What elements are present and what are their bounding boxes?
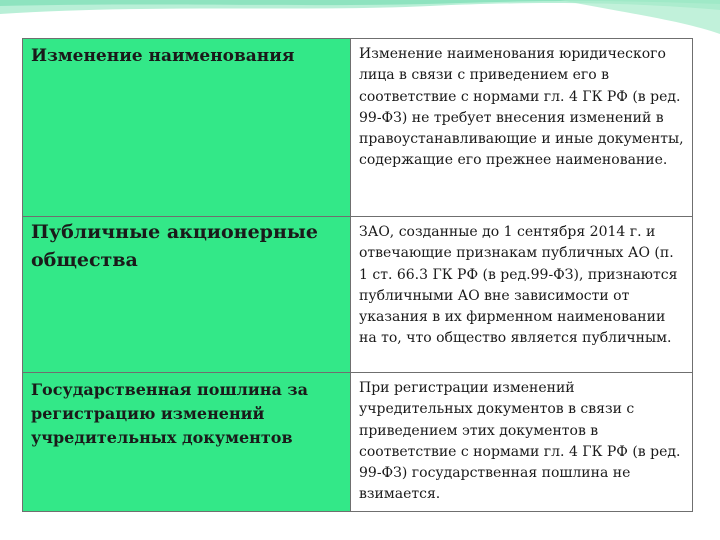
table-row — [23, 373, 693, 512]
comparison-table — [22, 38, 693, 512]
row-text: Изменение наименования юридического лица в связи с приведением его в соответствие с нормами гл. 4 ГК РФ (в ред. 99-ФЗ) не требует внесения изменений в правоустанавливающие и иные документы, содержащие его прежнее наименование. — [351, 39, 693, 217]
row-label: Государственная пошлина за регистрацию изменений учредительных документов — [23, 373, 351, 512]
corner-wave-decoration — [0, 0, 720, 40]
row-text: При регистрации изменений учредительных документов в связи с приведением этих документов в соответствие с нормами гл. 4 ГК РФ (в ред. 99-ФЗ) государственная пошлина не взимается. — [351, 373, 693, 512]
row-text: ЗАО, созданные до 1 сентября 2014 г. и отвечающие признакам публичных АО (п. 1 ст. 66.3 ГК РФ (в ред.99-ФЗ), признаются публичными АО вне зависимости от указания в их фирменном наименовании на то, что общество является публичным. — [351, 217, 693, 373]
table-row — [23, 217, 693, 373]
row-label: Публичные акционерные общества — [23, 217, 351, 373]
row-label: Изменение наименования — [23, 39, 351, 217]
table-row — [23, 39, 693, 217]
